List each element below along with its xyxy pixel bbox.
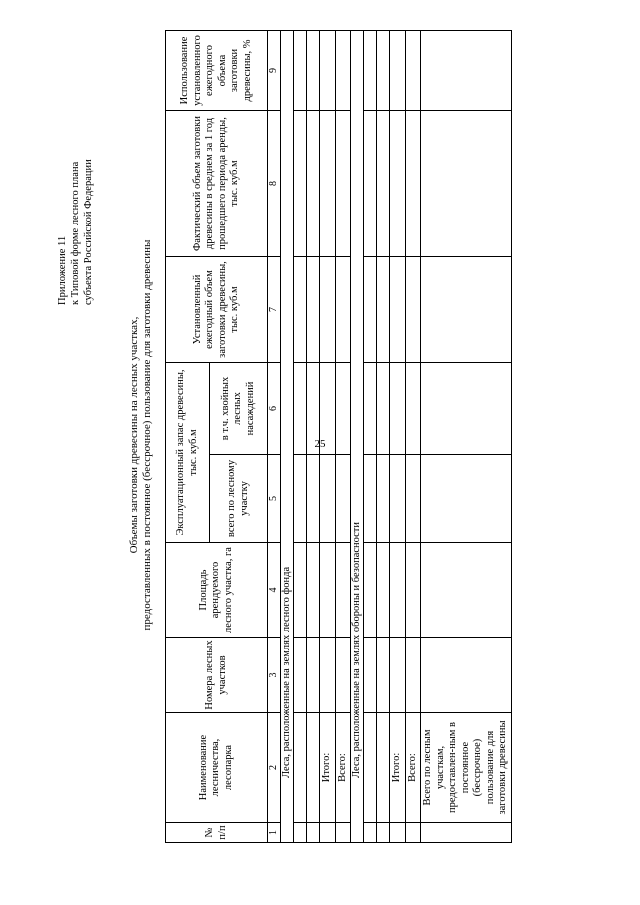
total-label: Всего:: [405, 713, 421, 823]
section-defense-lands: Леса, расположенные на землях обороны и безопасности: [351, 31, 364, 843]
table-row: [294, 31, 307, 843]
table-row: [307, 31, 320, 843]
subtotal-label: Итого:: [390, 713, 406, 823]
column-number: 2: [268, 713, 281, 823]
header-usage-percent: Использование установленного ежегодного объема заготовки древесины, %: [166, 31, 268, 111]
header-stock-total: всего по лесному участку: [210, 455, 268, 543]
column-number-row: [268, 31, 281, 843]
header-plot-area: Площадь арендуемого лесного участка, га: [166, 543, 268, 638]
column-number: 9: [268, 31, 281, 111]
column-number: 1: [268, 823, 281, 843]
total-row: [405, 31, 421, 843]
header-operational-stock: Эксплуатационный запас древесины, тыс. куб.м: [166, 363, 210, 543]
grand-total-row: [421, 31, 512, 843]
column-number: 4: [268, 543, 281, 638]
total-label: Всего:: [335, 713, 351, 823]
header-forestry-name: Наименование лесничества, лесопарка: [166, 713, 268, 823]
column-number: 6: [268, 363, 281, 455]
appendix-line-1: Приложение 11: [57, 235, 68, 305]
header-number: № п/п: [166, 823, 268, 843]
appendix-line-3: субъекта Российской Федерации: [83, 159, 94, 305]
header-stock-coniferous: в т.ч. хвойных лесных насаждений: [210, 363, 268, 455]
header-annual-volume: Установленный ежегодный объем заготовки древесины, тыс. куб.м: [166, 257, 268, 363]
column-number: 8: [268, 111, 281, 257]
harvest-volume-table: [165, 30, 512, 843]
column-number: 7: [268, 257, 281, 363]
column-number: 5: [268, 455, 281, 543]
column-number: 3: [268, 638, 281, 713]
grand-total-label: Всего по лесным участкам, предоставлен-ным в постоянное (бессрочное) пользование для заготовки древесины: [421, 713, 512, 823]
table-row: [377, 31, 390, 843]
subtotal-label: Итого:: [320, 713, 336, 823]
section-row: [351, 31, 364, 843]
subtotal-row: [320, 31, 336, 843]
title-line-2: предоставленных в постоянное (бессрочное) пользование для заготовки древесины: [141, 239, 153, 631]
section-forest-fund: Леса, расположенные на землях лесного фонда: [281, 31, 294, 843]
header-actual-volume: Фактический объем заготовки древесины в среднем за 1 год прошедшего периода аренды, тыс. куб.м: [166, 111, 268, 257]
section-row: [281, 31, 294, 843]
total-row: [335, 31, 351, 843]
appendix-line-2: к Типовой форме лесного плана: [70, 161, 81, 305]
page-number: 25: [314, 438, 326, 450]
subtotal-row: [390, 31, 406, 843]
title-line-1: Объемы заготовки древесины на лесных участках,: [128, 316, 140, 554]
table-row: [364, 31, 377, 843]
appendix-note: [56, 159, 95, 305]
header-plot-numbers: Номера лесных участков: [166, 638, 268, 713]
document-title: [128, 115, 154, 755]
